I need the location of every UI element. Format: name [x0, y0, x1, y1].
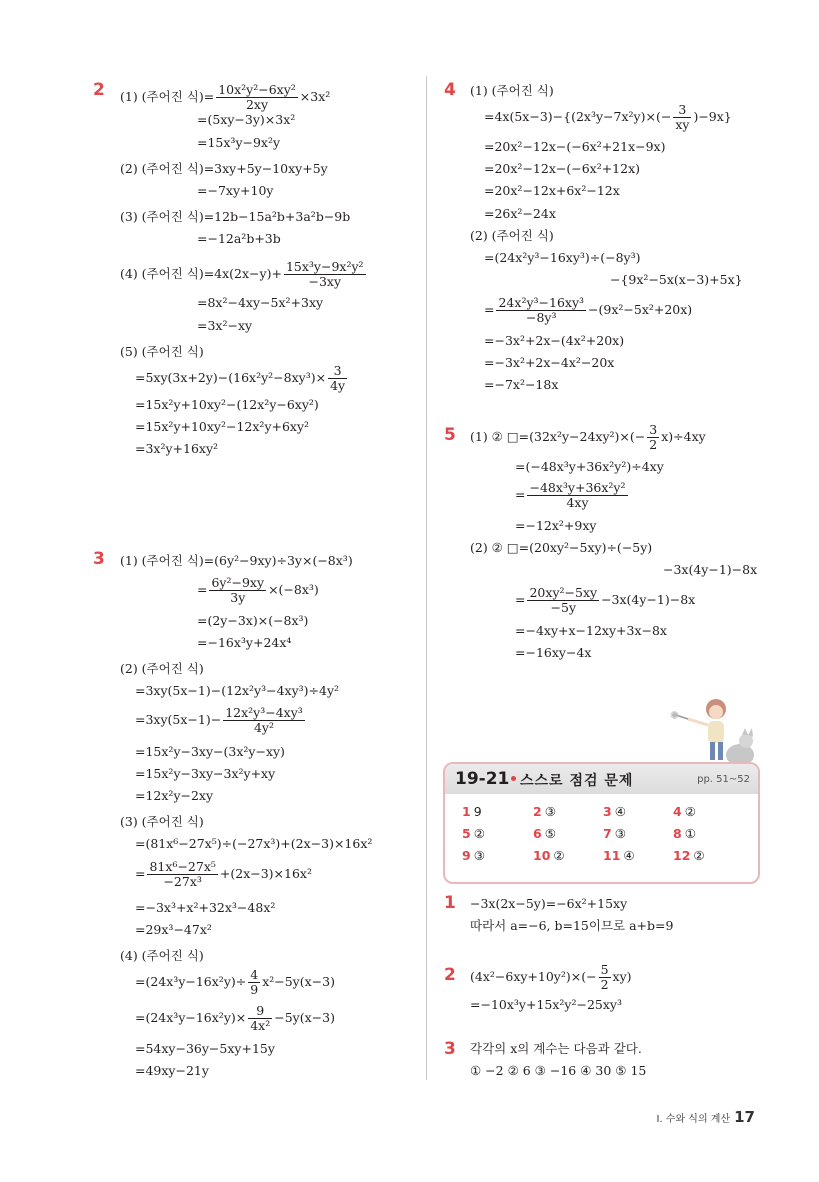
q4-p2-pre: = — [484, 302, 495, 317]
answer-number: 1 — [462, 804, 471, 819]
answer-value: 9 — [473, 804, 482, 819]
q3-p4-post1: x²−5y(x−3) — [262, 974, 335, 989]
q5-p2-line4: =−16xy−4x — [515, 645, 592, 660]
wand-sparkle-icon — [670, 709, 688, 722]
q2-p5-pre: =5xy(3x+2y)−(16x²y²−8xy³)× — [135, 370, 327, 385]
q4-p2-line4: =−3x²+2x−4x²−20x — [484, 355, 615, 370]
answer-value: ② — [553, 848, 565, 863]
q2-p1-line1 — [120, 83, 330, 112]
answer-value: ② — [693, 848, 705, 863]
q5-p1-denominator2: 4xy — [566, 495, 589, 510]
answer-item — [603, 826, 626, 841]
q3-p4-pre1: =(24x³y−16x²y)÷ — [135, 974, 247, 989]
q4-p1-line5: =26x²−24x — [484, 206, 556, 221]
question-number-2: 2 — [93, 80, 105, 100]
answer-value: ③ — [614, 826, 626, 841]
q4-p2-numerator: 24x²y³−16xy³ — [498, 295, 585, 310]
q2-p1-line2: =(5xy−3y)×3x² — [197, 112, 296, 127]
q2-p1-fraction — [216, 83, 298, 112]
q5-p2-line1: (2) ② □=(20xy²−5xy)÷(−5y) — [470, 540, 653, 555]
q3-p4-post2: −5y(x−3) — [274, 1010, 335, 1025]
q2-p5-line1 — [135, 364, 349, 393]
q5-p2-denominator: −5y — [550, 600, 577, 615]
q4-p1-line3: =20x²−12x−(−6x²+12x) — [484, 161, 641, 176]
solution-number-2: 2 — [444, 965, 456, 985]
q3-p1-numerator: 6y²−9xy — [211, 575, 265, 590]
sol2-line1: (4x²−6xy+10y²)×(− $\frac{5}{2}$ xy) — [470, 962, 632, 992]
q2-p5-fraction — [328, 364, 347, 393]
q2-p5-line3: =15x²y+10xy²−12x²y+6xy² — [135, 419, 310, 434]
answer-item — [603, 804, 626, 819]
solution-number-1: 1 — [444, 893, 456, 913]
answer-value: ③ — [544, 804, 556, 819]
answer-number: 11 — [603, 848, 621, 863]
answer-value: ④ — [614, 804, 626, 819]
q4-p1-line2: =20x²−12x−(−6x²+21x−9x) — [484, 139, 666, 154]
q3-p3-post: +(2x−3)×16x² — [219, 866, 312, 881]
sol2-line2: =−10x³y+15x²y²−25xy³ — [470, 997, 622, 1012]
q4-p2-line1: =(24x²y³−16xy³)÷(−8y³) — [484, 250, 641, 265]
answer-number: 3 — [603, 804, 612, 819]
q3-p2-line4: =15x²y−3xy−3x²y+xy — [135, 766, 276, 781]
self-check-header — [445, 764, 758, 794]
answer-value: ⑤ — [544, 826, 556, 841]
q4-p2-line3: =−3x²+2x−(4x²+20x) — [484, 333, 625, 348]
answer-item — [533, 826, 556, 841]
q3-p1-line2 — [197, 576, 319, 605]
self-check-answer-box — [443, 762, 760, 884]
q2-p5-line4: =3x²y+16xy² — [135, 441, 219, 456]
q3-p4-denominator2: 4x² — [250, 1018, 271, 1033]
q5-p1-pre3: = — [515, 487, 526, 502]
q3-p2-line5: =12x²y−2xy — [135, 788, 214, 803]
q4-p1-line1: =4x(5x−3)−{(2x³y−7x²y)×(− $\frac{3}{xy}$ )−9x} — [484, 102, 732, 132]
answer-value: ② — [684, 804, 696, 819]
q4-p1-label: (1) (주어진 식) — [470, 83, 554, 98]
answer-number: 6 — [533, 826, 542, 841]
q4-p2-line1b: −{9x²−5x(x−3)+5x} — [610, 272, 743, 287]
answer-item — [673, 804, 696, 819]
q4-p1-denominator: xy — [675, 117, 690, 132]
q2-p4-numerator: 15x³y−9x²y² — [285, 259, 364, 274]
q3-p2-line3: =15x²y−3xy−(3x²y−xy) — [135, 744, 285, 759]
q5-p1-fraction — [647, 423, 659, 452]
solution-number-3: 3 — [444, 1039, 456, 1059]
q3-p2-line1: =3xy(5x−1)−(12x²y³−4xy³)÷4y² — [135, 683, 340, 698]
q3-p4-line2 — [135, 1004, 335, 1033]
q3-p3-denominator: −27x³ — [163, 874, 202, 889]
q2-p4-fraction — [284, 260, 366, 289]
q3-p4-label: (4) (주어진 식) — [120, 948, 204, 963]
q5-p2-line3: =−4xy+x−12xy+3x−8x — [515, 623, 667, 638]
q3-p4-fraction2 — [248, 1004, 272, 1033]
q5-p1-denominator: 2 — [649, 437, 658, 452]
q5-p2-numerator: 20xy²−5xy — [529, 585, 598, 600]
answer-value: ① — [684, 826, 696, 841]
q3-p2-pre: =3xy(5x−1)− — [135, 712, 222, 727]
section-title: 스스로 점검 문제 — [520, 773, 634, 789]
q2-p2-line1: (2) (주어진 식)=3xy+5y−10xy+5y — [120, 161, 328, 176]
q2-p1-line3: =15x³y−9x²y — [197, 135, 281, 150]
q5-p1-label: (1) ② □=(32x²y−24xy²)× — [470, 429, 630, 444]
q3-p4-numerator2: 9 — [248, 1004, 272, 1019]
q5-p2-pre: = — [515, 592, 526, 607]
answer-number: 7 — [603, 826, 612, 841]
q3-p1-pre: = — [197, 582, 208, 597]
q2-p5-line2: =15x²y+10xy²−(12x²y−6xy²) — [135, 397, 319, 412]
q4-p1-numerator: 3 — [673, 103, 691, 118]
q3-p4-line3: =54xy−36y−5xy+15y — [135, 1041, 275, 1056]
answer-number: 8 — [673, 826, 682, 841]
q3-p3-fraction — [147, 860, 217, 889]
svg-text:✺: ✺ — [670, 709, 680, 722]
q2-p5-label: (5) (주어진 식) — [120, 344, 204, 359]
answer-item — [603, 848, 635, 863]
q4-p1-pre: =4x(5x−3)− — [484, 109, 564, 124]
section-pages: pp. 51~52 — [697, 774, 750, 785]
q5-p2-line2 — [515, 586, 695, 615]
mascot-girl — [688, 699, 726, 760]
sol2-fraction — [599, 963, 611, 992]
q4-p1-fraction — [673, 103, 691, 132]
q2-p4-line2: =8x²−4xy−5x²+3xy — [197, 295, 324, 310]
q5-p1-line4: =−12x²+9xy — [515, 518, 597, 533]
sol2-pre: (4x²−6xy+10y²)× — [470, 969, 582, 984]
answer-item — [533, 804, 556, 819]
sol1-line1: −3x(2x−5y)=−6x²+15xy — [470, 896, 628, 911]
sol2-numerator: 5 — [600, 962, 609, 977]
q5-p1-numerator2: −48x³y+36x²y² — [529, 480, 626, 495]
q4-p1-mid: {(2x³y−7x²y)× — [563, 109, 656, 124]
q2-p4-line3: =3x²−xy — [197, 318, 253, 333]
q2-p1-denominator: 2xy — [245, 97, 269, 112]
question-number-5: 5 — [444, 425, 456, 445]
q3-p3-line2 — [135, 860, 312, 889]
q2-p5-numerator: 3 — [328, 364, 347, 379]
answer-number: 12 — [673, 848, 691, 863]
question-number-3: 3 — [93, 549, 105, 569]
section-number: 19-21 — [455, 769, 510, 789]
q4-p2-denominator: −8y³ — [526, 310, 557, 325]
q3-p4-fraction1 — [248, 968, 260, 997]
q3-p4-line4: =49xy−21y — [135, 1063, 209, 1078]
q4-p2-label: (2) (주어진 식) — [470, 228, 554, 243]
column-divider — [426, 76, 427, 1080]
q4-p1-post: −9x} — [698, 109, 732, 124]
bullet-dot-icon — [511, 776, 516, 781]
answer-number: 10 — [533, 848, 551, 863]
answer-item — [462, 804, 482, 819]
page-number: 17 — [734, 1108, 755, 1126]
q3-p2-numerator: 12x²y³−4xy³ — [225, 705, 303, 720]
q5-p1-fraction2 — [527, 481, 627, 510]
q5-p2-post: −3x(4y−1)−8x — [601, 592, 696, 607]
answer-number: 5 — [462, 826, 471, 841]
q2-p5-denominator: 4y — [330, 378, 346, 393]
q3-p1-line3: =(2y−3x)×(−8x³) — [197, 613, 309, 628]
answer-item — [673, 826, 696, 841]
q3-p1-denominator: 3y — [230, 590, 246, 605]
answer-item — [462, 848, 485, 863]
q4-p2-post: −(9x²−5x²+20x) — [588, 302, 693, 317]
q5-p1-line3 — [515, 481, 630, 510]
sol1-line2: 따라서 a=−6, b=15이므로 a+b=9 — [470, 918, 674, 933]
answer-number: 4 — [673, 804, 682, 819]
sol2-denominator: 2 — [600, 977, 609, 992]
answer-item — [462, 826, 485, 841]
answer-value: ② — [473, 826, 485, 841]
q5-p1-post: x)÷4xy — [661, 429, 706, 444]
q5-p1-numerator: 3 — [649, 422, 658, 437]
q3-p2-denominator: 4y² — [253, 720, 275, 735]
q2-p4-line1 — [120, 260, 368, 289]
sol2-post: xy) — [612, 969, 632, 984]
q3-p1-post: ×(−8x³) — [268, 582, 319, 597]
q3-p3-pre: = — [135, 866, 146, 881]
answer-number: 9 — [462, 848, 471, 863]
q2-p4-denominator: −3xy — [308, 274, 342, 289]
fox-icon — [726, 728, 754, 766]
q5-p2-fraction — [527, 586, 599, 615]
answer-number: 2 — [533, 804, 542, 819]
q2-p3-line2: =−12a²b+3b — [197, 231, 281, 246]
q3-p4-denominator1: 9 — [250, 982, 259, 997]
q2-p1-post: ×3x² — [299, 89, 331, 104]
q3-p2-line2 — [135, 706, 307, 735]
q2-p3-line1: (3) (주어진 식)=12b−15a²b+3a²b−9b — [120, 209, 351, 224]
q3-p2-fraction — [223, 706, 305, 735]
answer-item — [533, 848, 565, 863]
q2-p4-label: (4) (주어진 식)=4x(2x−y)+ — [120, 266, 282, 281]
q3-p4-line1 — [135, 968, 335, 997]
q3-p1-line1: (1) (주어진 식)=(6y²−9xy)÷3y×(−8x³) — [120, 553, 353, 568]
answer-item — [673, 848, 705, 863]
page-footer — [657, 1108, 756, 1126]
q4-p2-fraction — [496, 296, 586, 325]
q4-p1-line4: =20x²−12x+6x²−12x — [484, 183, 620, 198]
q3-p4-numerator1: 4 — [250, 967, 259, 982]
q4-p2-line5: =−7x²−18x — [484, 377, 559, 392]
q3-p3-line4: =29x³−47x² — [135, 922, 212, 937]
q5-p1-line2: =(−48x³y+36x²y²)÷4xy — [515, 459, 664, 474]
q3-p3-numerator: 81x⁶−27x⁵ — [149, 859, 216, 874]
q3-p3-line3: =−3x³+x²+32x³−48x² — [135, 900, 276, 915]
q3-p3-label: (3) (주어진 식) — [120, 814, 204, 829]
answer-value: ④ — [623, 848, 635, 863]
q3-p4-pre2: =(24x³y−16x²y)× — [135, 1010, 247, 1025]
q2-p1-label: (1) (주어진 식)= — [120, 89, 215, 104]
q2-p1-numerator: 10x²y²−6xy² — [218, 82, 296, 97]
q3-p3-line1: =(81x⁶−27x⁵)÷(−27x³)+(2x−3)×16x² — [135, 836, 373, 851]
q5-p2-line1b: −3x(4y−1)−8x — [663, 562, 758, 577]
answer-value: ③ — [473, 848, 485, 863]
q3-p2-label: (2) (주어진 식) — [120, 661, 204, 676]
q4-p2-line2 — [484, 296, 692, 325]
q5-p1-line1: (1) ② □=(32x²y−24xy²)×(− $\frac{3}{2}$ x)÷4xy — [470, 422, 706, 452]
q2-p2-line2: =−7xy+10y — [197, 183, 274, 198]
sol3-line2: ① −2 ② 6 ③ −16 ④ 30 ⑤ 15 — [470, 1063, 647, 1078]
sol3-line1: 각각의 x의 계수는 다음과 같다. — [470, 1041, 642, 1056]
chapter-title: I. 수와 식의 계산 — [656, 1114, 731, 1125]
q3-p1-fraction — [209, 576, 266, 605]
question-number-4: 4 — [444, 80, 456, 100]
q3-p1-line4: =−16x³y+24x⁴ — [197, 635, 292, 650]
